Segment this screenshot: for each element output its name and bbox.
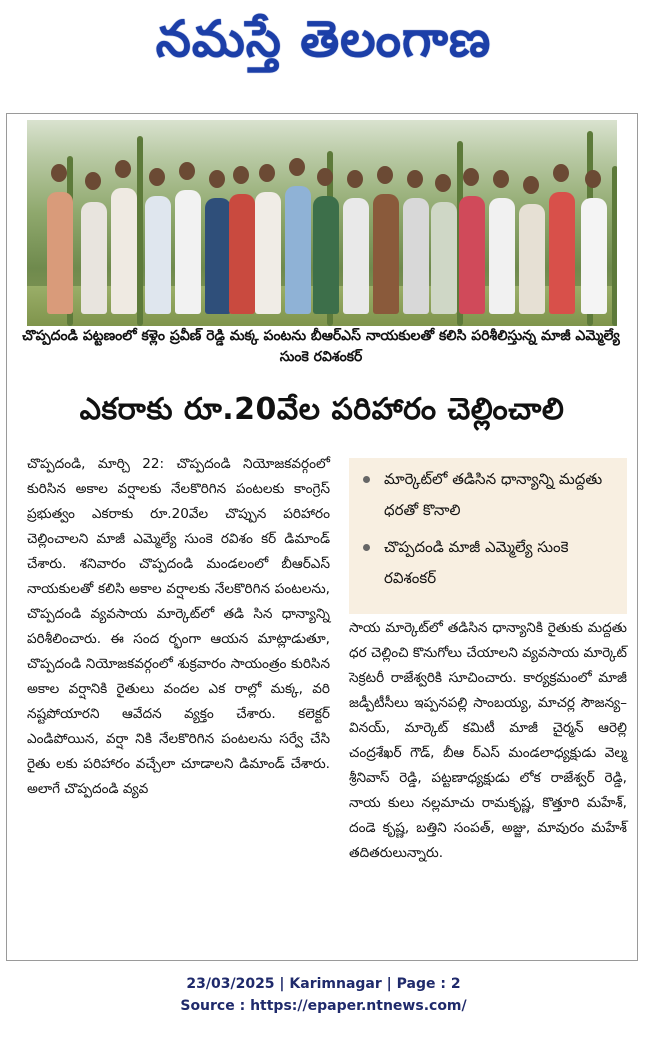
news-photo [27, 120, 617, 326]
article-clipping [6, 113, 638, 961]
bullet-icon [363, 476, 370, 483]
source-link[interactable]: Source : https://epaper.ntnews.com/ [180, 998, 467, 1014]
article-body-right-column: సాయ మార్కెట్‌లో తడిసిన ధాన్యానికి రైతుకు మద్దతు ధర చెల్లించి కొనుగోలు చేయాలని వ్యవసాయ మార్కెట్ సెక్రటరీ రాజేశ్వరికి సూచించారు. కార్యక్రమంలో మాజీ జడ్పీటీసీలు ఇప్పనపల్లి సాంబయ్య, మాచర్ల సౌజన్య– వినయ్, మార్కెట్ కమిటీ మాజీ చైర్మన్ ఆరెల్లి చంద్రశేఖర్ గౌడ్, బీఆ ర్ఎస్ మండలాధ్యక్షుడు వెల్మ శ్రీనివాస్ రెడ్డి, పట్టణాధ్యక్షుడు లోక రాజేశ్వర్ రెడ్డి, నాయ కులు నల్లమాచు రామకృష్ణ, కొత్తూరి మహేశ్, దండె కృష్ణ, బత్తిని సంపత్, అజ్జు, మావురం మహేశ్ తదితరులున్నారు. [349, 620, 627, 861]
page-footer [0, 973, 647, 1017]
article-headline: ఎకరాకు రూ.20వేల పరిహారం చెల్లించాలి [79, 392, 565, 427]
newspaper-title: నమస్తే తెలంగాణ [155, 9, 492, 68]
highlight-box [349, 458, 627, 614]
photo-caption: చొప్పదండి పట్టణంలో కళ్లెం ప్రవీణ్ రెడ్డి మక్క పంటను బీఆర్ఎస్ నాయకులతో కలిసి పరిశీలిస్తున్న మాజీ ఎమ్మెల్యే సుంకె రవిశంకర్ [22, 328, 620, 365]
highlight-item: మార్కెట్‌లో తడిసిన ధాన్యాన్ని మద్దతు ధరతో కొనాలి [357, 464, 619, 526]
highlight-item: చొప్పదండి మాజీ ఎమ్మెల్యే సుంకె రవిశంకర్ [357, 532, 619, 594]
masthead [0, 0, 647, 90]
article-body-left-column: చొప్పదండి, మార్చి 22: చొప్పదండి నియోజకవర్గంలో కురిసిన అకాల వర్షాలకు నేలకొరిగిన పంటలకు కాంగ్రెస్ ప్రభుత్వం ఎకరాకు రూ.20వేల చొప్పున పరిహారం చెల్లించాలని మాజీ ఎమ్మెల్యే సుంకె రవిశం కర్ డిమాండ్ చేశారు. శనివారం చొప్పదండి మండలంలో బీఆర్ఎస్ నాయకులతో కలిసి అకాల వర్షాలకు నేలకొరిగిన పంటలను, చొప్పదండి వ్యవసాయ మార్కెట్‌లో తడి సిన ధాన్యాన్ని పరిశీలించారు. ఈ సంద ర్భంగా ఆయన మాట్లాడుతూ, చొప్పదండి నియోజకవర్గంలో శుక్రవారం సాయంత్రం కురిసిన అకాల వర్షానికి రైతులు వందల ఎక రాల్లో మక్క, వరి నష్టపోయారని ఆవేదన వ్యక్తం చేశారు. కలెక్టర్ ఎండిపోయిన, వర్షా నికి నేలకొరిగిన పంటలను సర్వే చేసి రైతు లకు పరిహారం వచ్చేలా చూడాలని డిమాండ్ చేశారు. అలాగే చొప్పదండి వ్యవ [27, 456, 330, 797]
bullet-icon [363, 544, 370, 551]
edition-info: 23/03/2025 | Karimnagar | Page : 2 [186, 976, 461, 992]
